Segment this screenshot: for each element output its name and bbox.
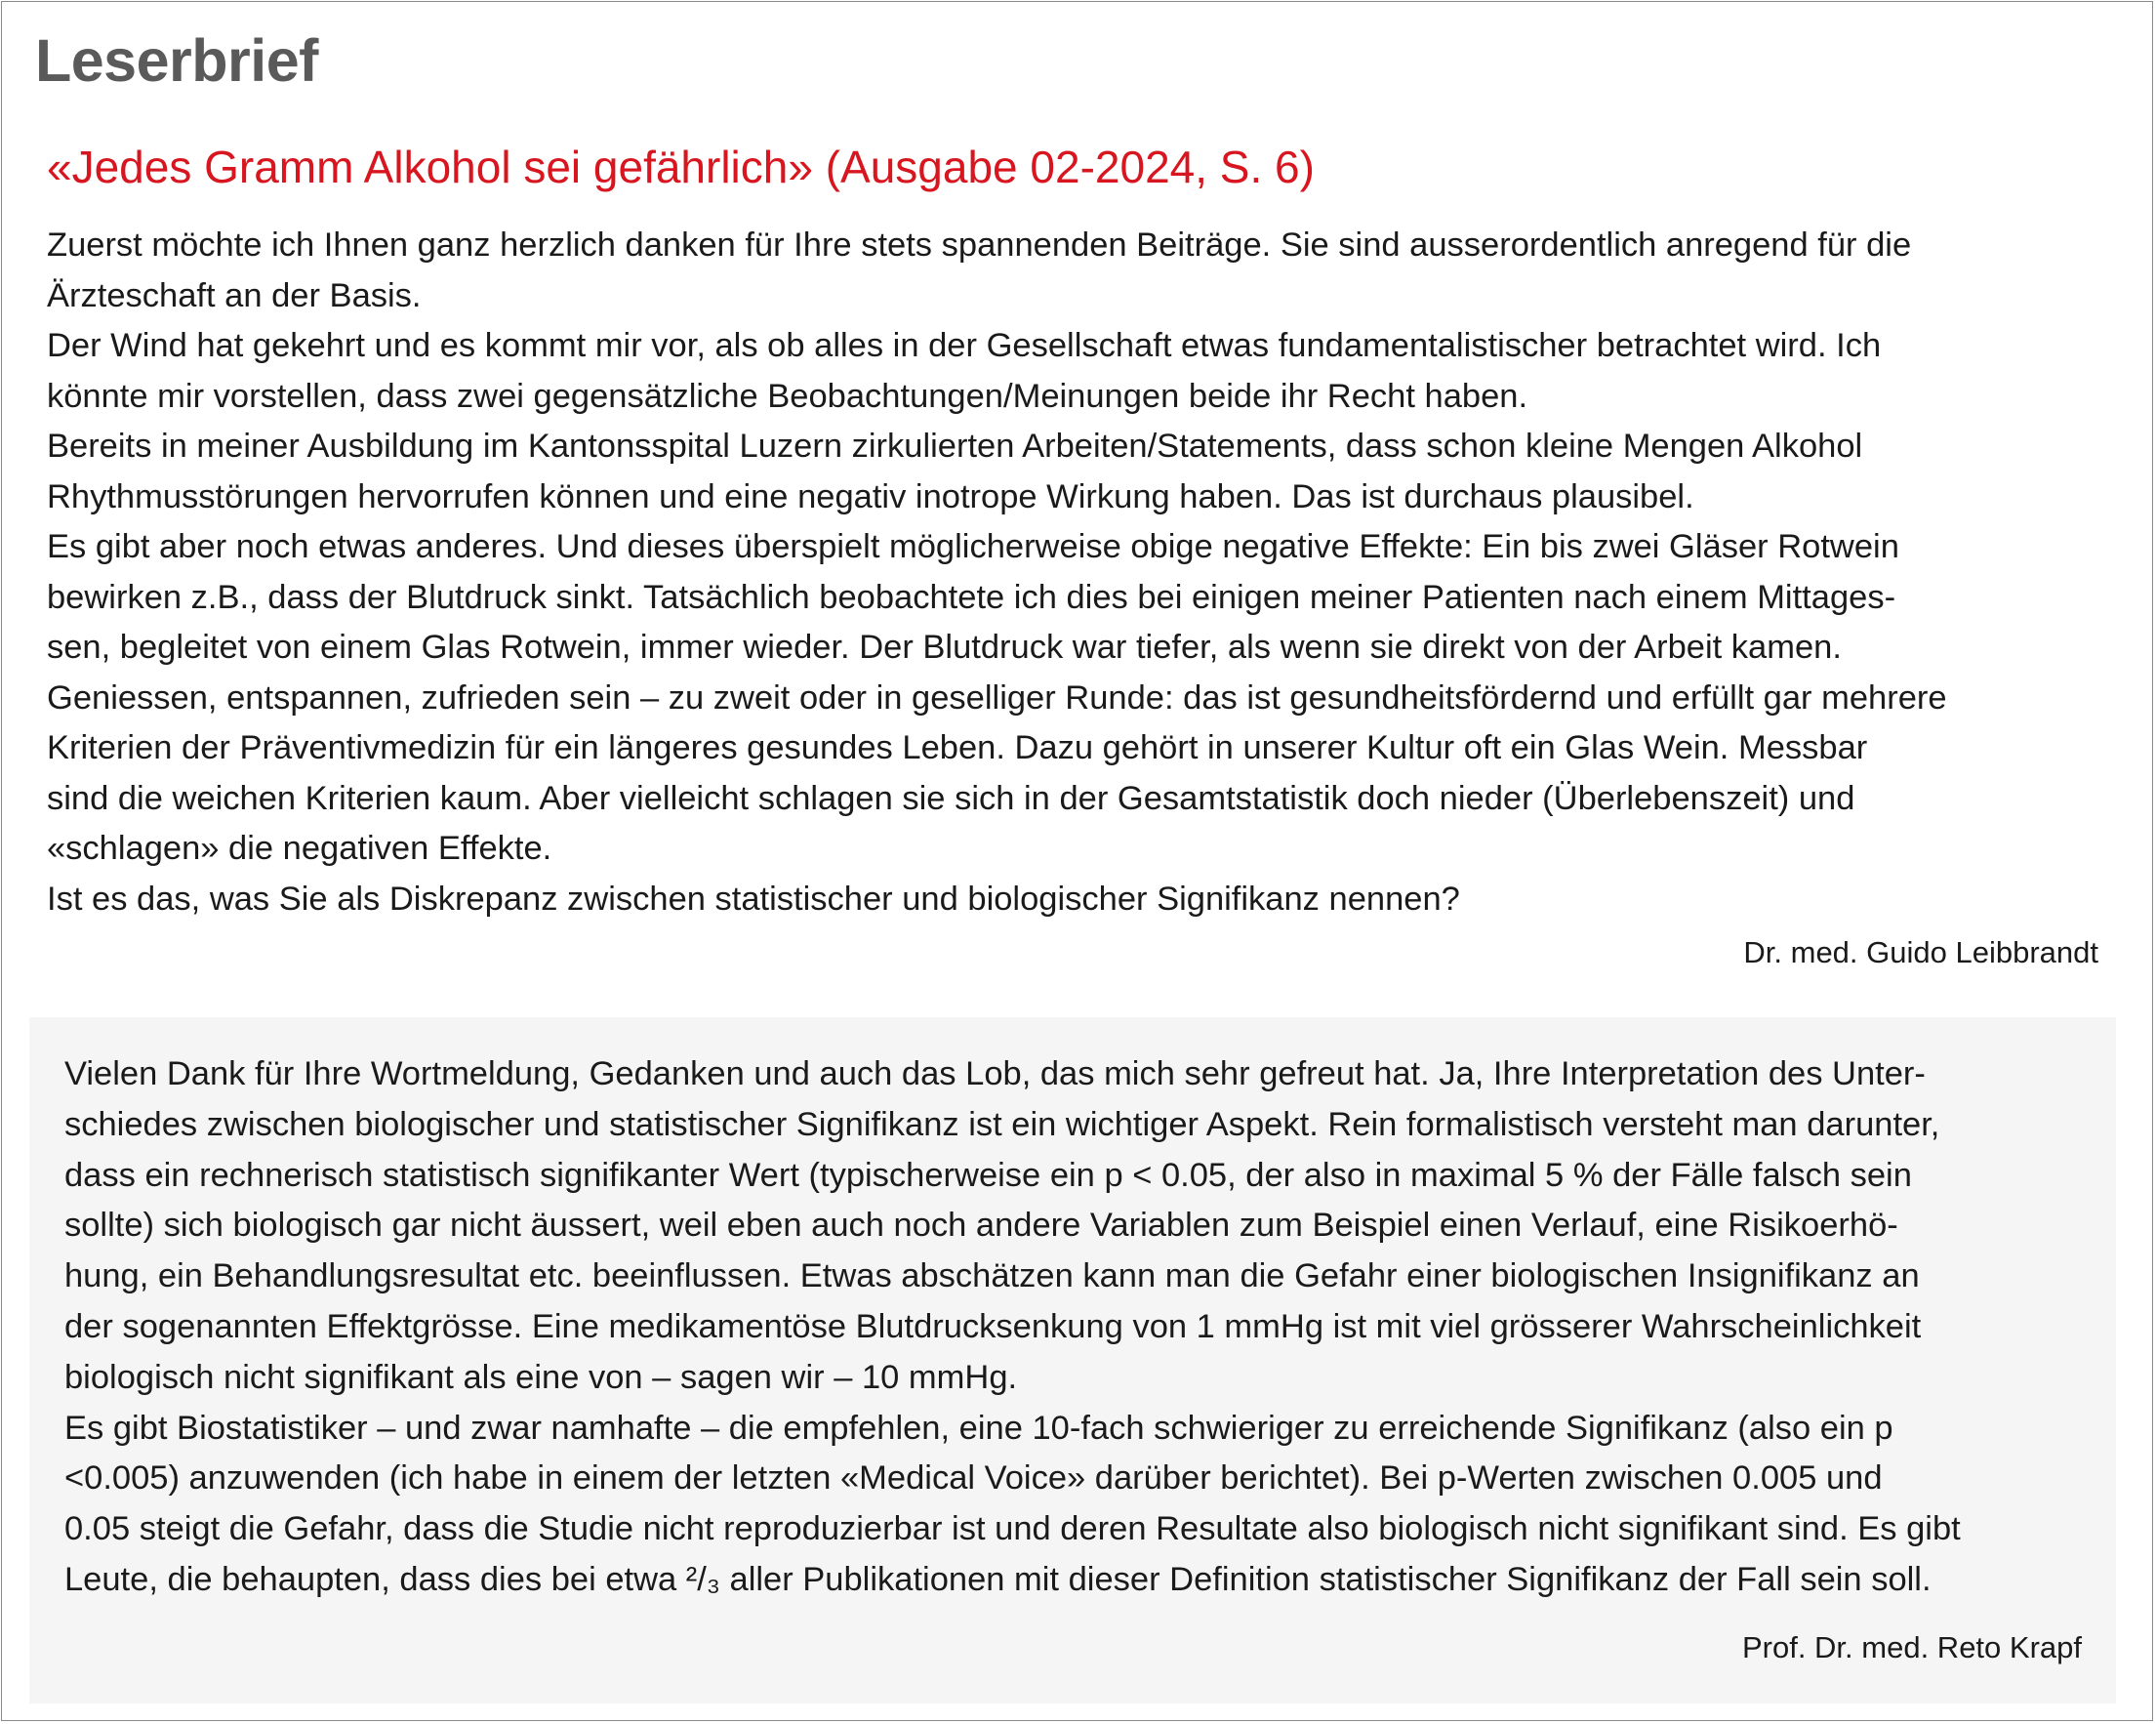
- editor-reply-box: [29, 1017, 2116, 1703]
- reply-line: 0.05 steigt die Gefahr, dass die Studie nicht reproduzierbar ist und deren Resultate also biologisch nicht signifikant sind. Es gibt: [64, 1510, 1961, 1548]
- reply-line: der sogenannten Effektgrösse. Eine medikamentöse Blutdrucksenkung von 1 mmHg ist mit viel grösserer Wahrscheinlichkeit: [64, 1307, 1922, 1345]
- letter-line: «schlagen» die negativen Effekte.: [47, 830, 552, 867]
- letter-line: Kriterien der Präventivmedizin für ein längeres gesundes Leben. Dazu gehört in unserer Kultur oft ein Glas Wein. Messbar: [47, 729, 1868, 766]
- letter-signature: Dr. med. Guido Leibbrandt: [1743, 935, 2098, 969]
- letter-line: Der Wind hat gekehrt und es kommt mir vor, als ob alles in der Gesellschaft etwas fundamentalistischer betrachtet wird. Ich: [47, 327, 1882, 364]
- letter-line: Zuerst möchte ich Ihnen ganz herzlich danken für Ihre stets spannenden Beiträge. Sie sind ausserordentlich anregend für die: [47, 226, 1912, 264]
- reader-letter: [47, 221, 2106, 924]
- reply-line: Vielen Dank für Ihre Wortmeldung, Gedanken und auch das Lob, das mich sehr gefreut hat. Ja, Ihre Interpretation des Unter-: [64, 1055, 1926, 1092]
- reply-line: biologisch nicht signifikant als eine von – sagen wir – 10 mmHg.: [64, 1358, 1018, 1396]
- editor-reply: [64, 1049, 2095, 1606]
- reply-line: dass ein rechnerisch statistisch signifikanter Wert (typischerweise ein p < 0.05, der also in maximal 5 % der Fälle falsch sein: [64, 1156, 1912, 1194]
- letter-line: könnte mir vorstellen, dass zwei gegensätzliche Beobachtungen/Meinungen beide ihr Recht haben.: [47, 377, 1528, 415]
- letter-line: Ärzteschaft an der Basis.: [47, 276, 422, 314]
- section-title: Leserbrief: [35, 27, 318, 94]
- reply-signature: Prof. Dr. med. Reto Krapf: [1741, 1630, 2082, 1664]
- reply-line: hung, ein Behandlungsresultat etc. beeinflussen. Etwas abschätzen kann man die Gefahr einer biologischen Insignifikanz an: [64, 1257, 1920, 1295]
- article-headline: «Jedes Gramm Alkohol sei gefährlich» (Ausgabe 02-2024, S. 6): [47, 142, 1315, 192]
- letter-line: Ist es das, was Sie als Diskrepanz zwischen statistischer und biologischer Signifikanz nennen?: [47, 880, 1460, 918]
- letter-line: sind die weichen Kriterien kaum. Aber vielleicht schlagen sie sich in der Gesamtstatistik doch nieder (Überlebenszeit) und: [47, 779, 1855, 817]
- letter-line: bewirken z.B., dass der Blutdruck sinkt. Tatsächlich beobachtete ich dies bei einigen meiner Patienten nach einem Mittages-: [47, 578, 1896, 616]
- reply-line: Es gibt Biostatistiker – und zwar namhafte – die empfehlen, eine 10-fach schwieriger zu erreichende Signifikanz (also ein p: [64, 1409, 1893, 1447]
- reply-line: <0.005) anzuwenden (ich habe in einem der letzten «Medical Voice» darüber berichtet). Bei p-Werten zwischen 0.005 und: [64, 1459, 1883, 1498]
- letter-line: sen, begleitet von einem Glas Rotwein, immer wieder. Der Blutdruck war tiefer, als wenn sie direkt von der Arbeit kamen.: [47, 629, 1842, 666]
- letter-line: Es gibt aber noch etwas anderes. Und dieses überspielt möglicherweise obige negative Effekte: Ein bis zwei Gläser Rotwein: [47, 528, 1899, 565]
- reply-line: sollte) sich biologisch gar nicht äussert, weil eben auch noch andere Variablen zum Beispiel einen Verlauf, eine Risikoerhö-: [64, 1207, 1898, 1245]
- reply-line: Leute, die behaupten, dass dies bei etwa ²/₃ aller Publikationen mit dieser Definition statistischer Signifikanz der Fall sein soll.: [64, 1560, 1932, 1598]
- letter-line: Rhythmusstörungen hervorrufen können und eine negativ inotrope Wirkung haben. Das ist durchaus plausibel.: [47, 477, 1694, 515]
- letter-line: Bereits in meiner Ausbildung im Kantonsspital Luzern zirkulierten Arbeiten/Statements, dass schon kleine Mengen Alkohol: [47, 428, 1863, 465]
- letter-line: Geniessen, entspannen, zufrieden sein – zu zweit oder in geselliger Runde: das ist gesundheitsfördernd und erfüllt gar mehrere: [47, 678, 1947, 717]
- reply-line: schiedes zwischen biologischer und statistischer Signifikanz ist ein wichtiger Aspekt. Rein formalistisch versteht man darunter,: [64, 1105, 1940, 1143]
